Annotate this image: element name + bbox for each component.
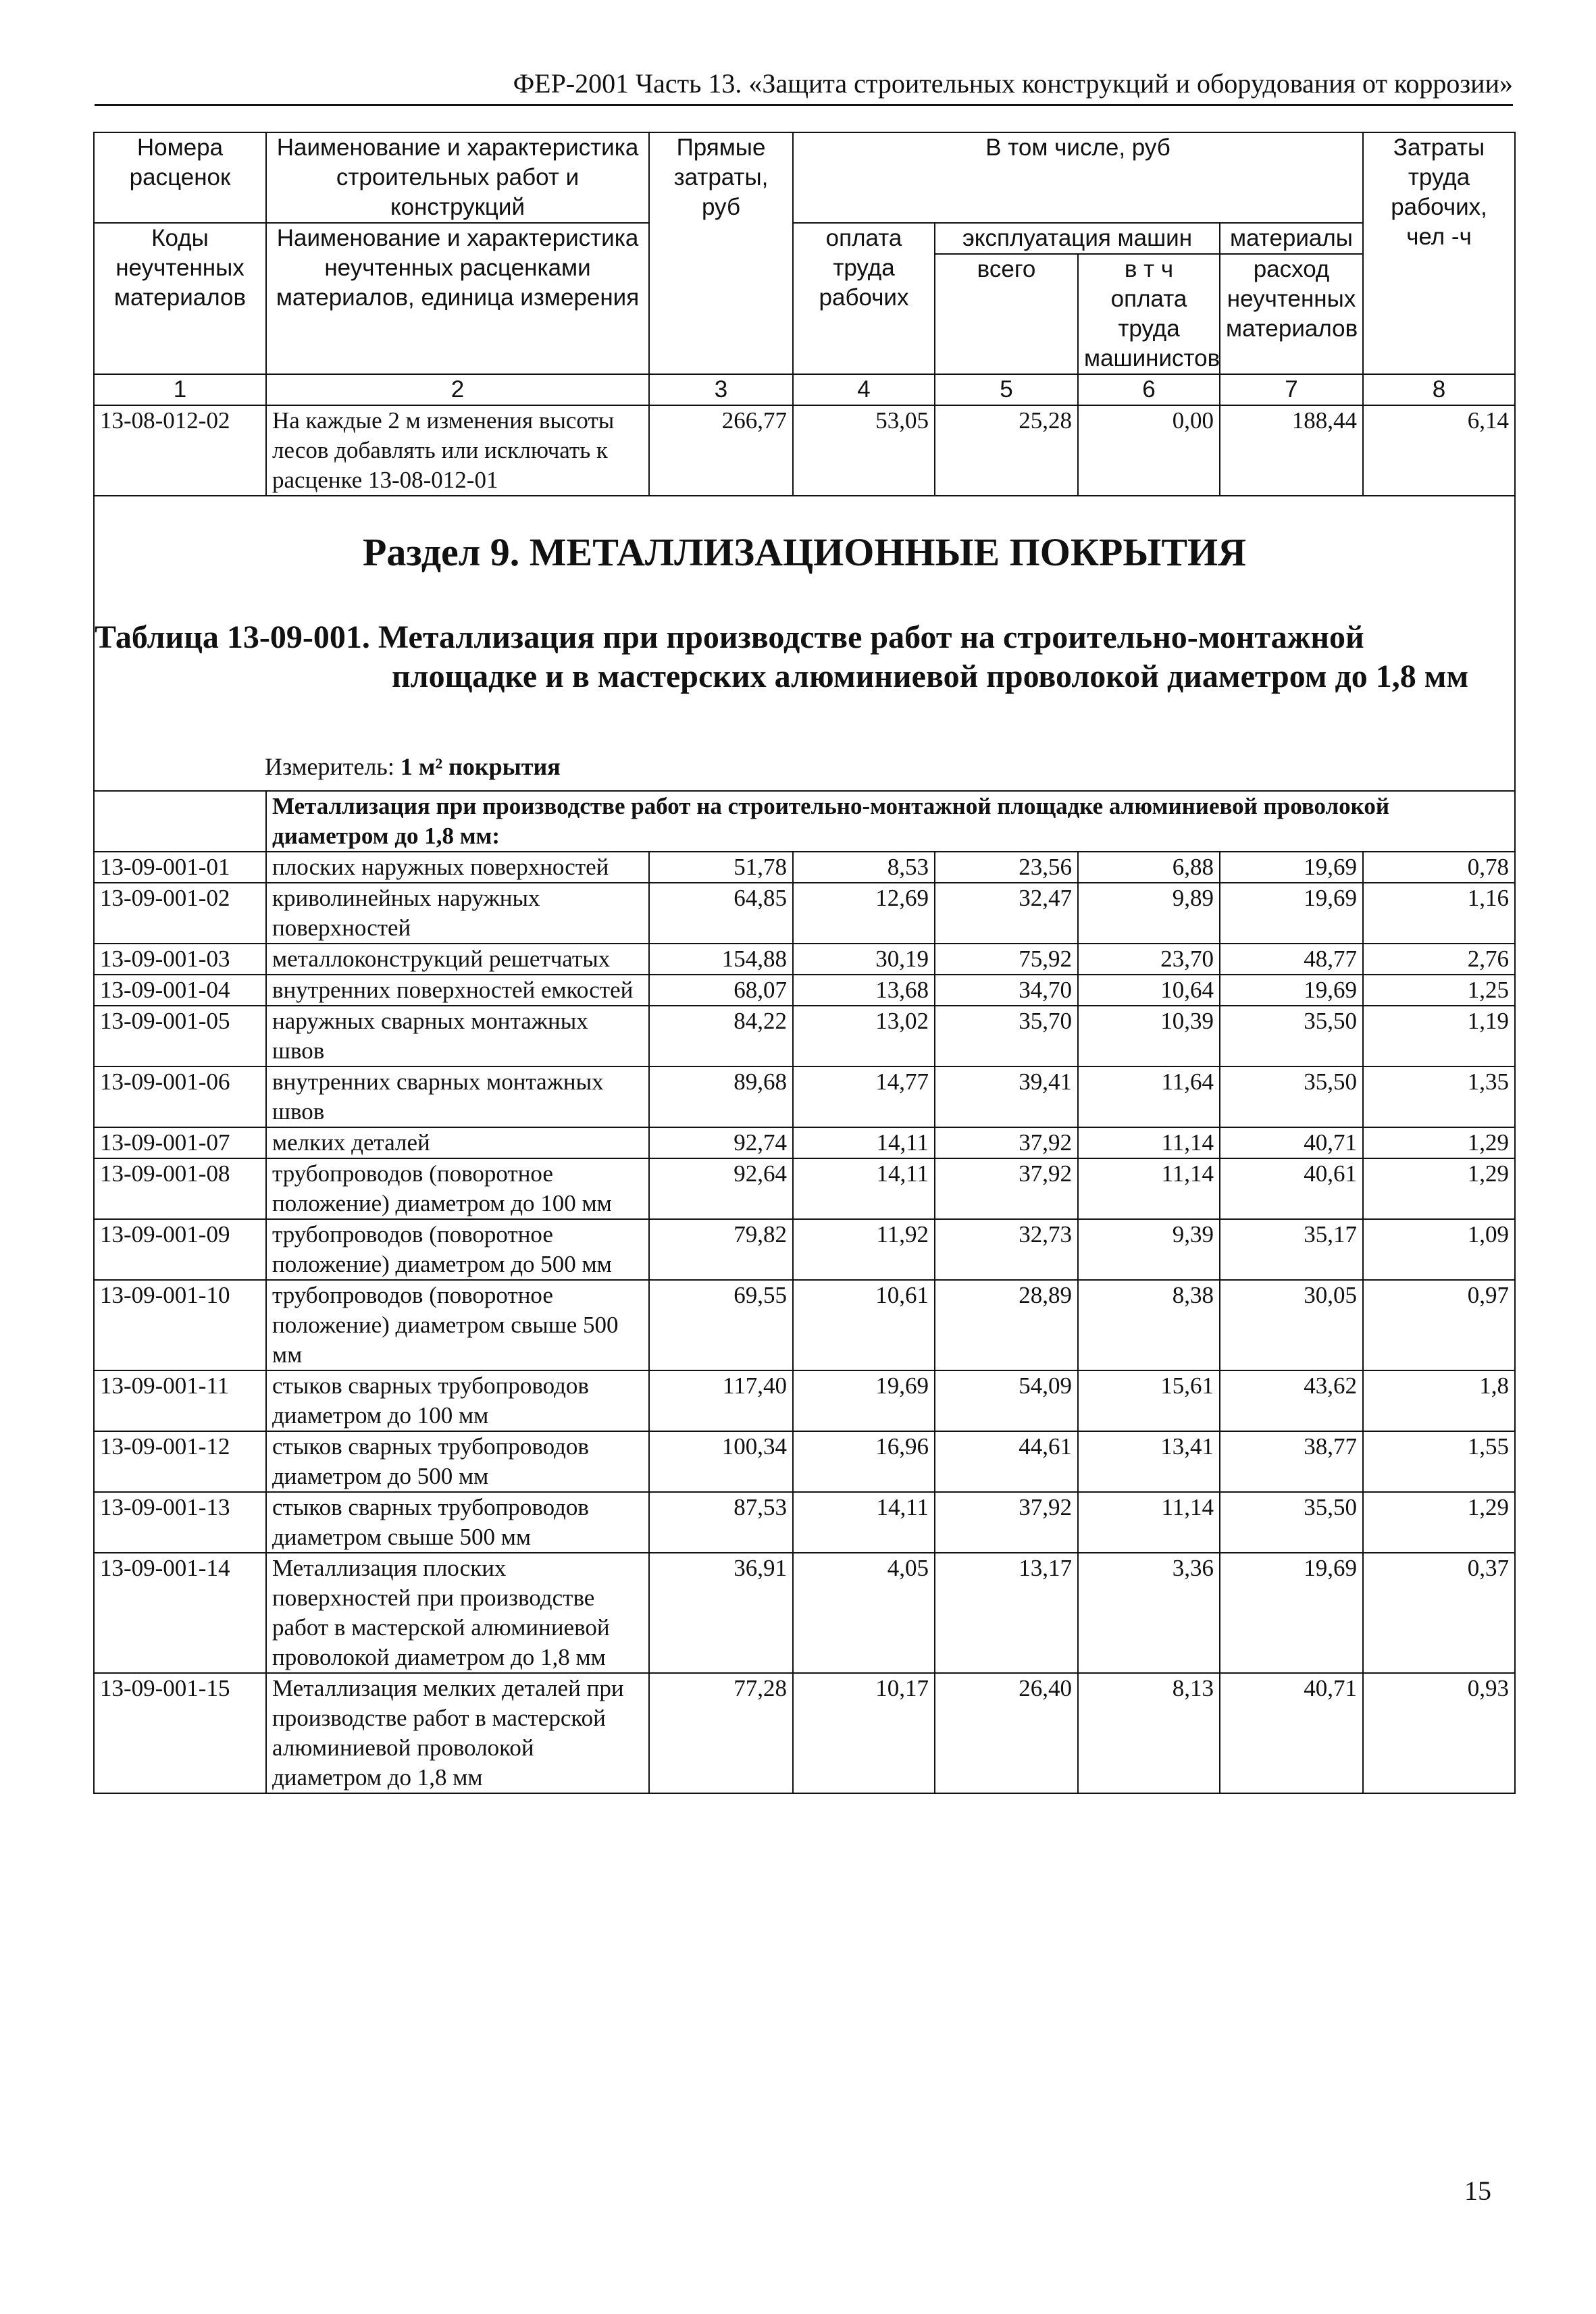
row-value: 19,69 [1220, 1553, 1363, 1673]
row-code: 13-09-001-08 [94, 1158, 266, 1219]
row-value: 35,17 [1220, 1219, 1363, 1280]
row-value: 154,88 [649, 944, 793, 975]
row-value: 19,69 [1220, 883, 1363, 944]
row-name: внутренних сварных монтажных швов [266, 1066, 649, 1127]
row-value: 87,53 [649, 1492, 793, 1553]
row-value: 11,92 [793, 1219, 935, 1280]
col-code-bottom: Коды неучтенных материалов [94, 223, 266, 374]
row-value: 14,11 [793, 1127, 935, 1158]
row-value: 0,00 [1078, 405, 1220, 496]
row-code: 13-08-012-02 [94, 405, 266, 496]
table-row [94, 1492, 1515, 1553]
row-value: 38,77 [1220, 1431, 1363, 1492]
row-code: 13-09-001-12 [94, 1431, 266, 1492]
row-value: 1,16 [1363, 883, 1515, 944]
row-value: 6,14 [1363, 405, 1515, 496]
col-direct: Прямые затраты, руб [649, 132, 793, 374]
row-value: 13,17 [935, 1553, 1078, 1673]
row-value: 13,02 [793, 1006, 935, 1066]
row-value: 35,50 [1220, 1006, 1363, 1066]
row-value: 14,11 [793, 1158, 935, 1219]
row-value: 4,05 [793, 1553, 935, 1673]
row-value: 28,89 [935, 1280, 1078, 1370]
page-number: 15 [1464, 2176, 1491, 2206]
row-value: 36,91 [649, 1553, 793, 1673]
row-value: 6,88 [1078, 852, 1220, 883]
row-value: 19,69 [793, 1370, 935, 1431]
col-machines: эксплуатация машин [935, 223, 1220, 254]
row-value: 54,09 [935, 1370, 1078, 1431]
col-number: 1 [94, 374, 266, 405]
row-value: 37,92 [935, 1127, 1078, 1158]
col-materials-use: расход неучтенных материалов [1220, 254, 1363, 374]
row-name: металлоконструкций решетчатых [266, 944, 649, 975]
row-value: 26,40 [935, 1673, 1078, 1793]
row-name: Металлизация мелких деталей при производстве работ в мастерской алюминиевой проволокой диаметром до 1,8 мм [266, 1673, 649, 1793]
row-value: 0,97 [1363, 1280, 1515, 1370]
row-value: 1,09 [1363, 1219, 1515, 1280]
row-value: 69,55 [649, 1280, 793, 1370]
row-name: На каждые 2 м изменения высоты лесов добавлять или исключать к расценке 13-08-012-01 [266, 405, 649, 496]
row-value: 13,41 [1078, 1431, 1220, 1492]
table-row [94, 1066, 1515, 1127]
table-row [94, 1006, 1515, 1066]
row-name: Металлизация плоских поверхностей при производстве работ в мастерской алюминиевой проволокой диаметром до 1,8 мм [266, 1553, 649, 1673]
row-value: 2,76 [1363, 944, 1515, 975]
row-value: 1,29 [1363, 1127, 1515, 1158]
col-machines-total: всего [935, 254, 1078, 374]
row-value: 10,17 [793, 1673, 935, 1793]
row-value: 89,68 [649, 1066, 793, 1127]
row-value: 1,35 [1363, 1066, 1515, 1127]
row-value: 11,14 [1078, 1127, 1220, 1158]
row-value: 51,78 [649, 852, 793, 883]
row-name: мелких деталей [266, 1127, 649, 1158]
row-value: 0,37 [1363, 1553, 1515, 1673]
row-value: 3,36 [1078, 1553, 1220, 1673]
row-name: стыков сварных трубопроводов диаметром до 500 мм [266, 1431, 649, 1492]
col-wages: оплата труда рабочих [793, 223, 935, 374]
col-number: 6 [1078, 374, 1220, 405]
row-value: 10,61 [793, 1280, 935, 1370]
row-value: 35,70 [935, 1006, 1078, 1066]
row-value: 40,71 [1220, 1673, 1363, 1793]
col-materials: материалы [1220, 223, 1363, 254]
row-code: 13-09-001-06 [94, 1066, 266, 1127]
col-name-bottom: Наименование и характеристика неучтенных расценками материалов, единица измерения [266, 223, 649, 374]
row-value: 37,92 [935, 1158, 1078, 1219]
row-value: 25,28 [935, 405, 1078, 496]
row-value: 117,40 [649, 1370, 793, 1431]
row-value: 39,41 [935, 1066, 1078, 1127]
row-value: 1,29 [1363, 1492, 1515, 1553]
column-numbers [94, 374, 1515, 405]
page-header: ФЕР-2001 Часть 13. «Защита строительных конструкций и оборудования от коррозии» [95, 68, 1513, 106]
row-name: стыков сварных трубопроводов диаметром до 100 мм [266, 1370, 649, 1431]
row-code: 13-09-001-02 [94, 883, 266, 944]
col-machines-wages: в т ч оплата труда машинистов [1078, 254, 1220, 374]
row-value: 19,69 [1220, 975, 1363, 1006]
table-row [94, 1431, 1515, 1492]
table-row [94, 1370, 1515, 1431]
col-number: 5 [935, 374, 1078, 405]
rates-table [93, 132, 1516, 1794]
measure-line [265, 752, 561, 781]
row-name: внутренних поверхностей емкостей [266, 975, 649, 1006]
table-row [94, 852, 1515, 883]
row-code: 13-09-001-04 [94, 975, 266, 1006]
row-name: криволинейных наружных поверхностей [266, 883, 649, 944]
row-value: 19,69 [1220, 852, 1363, 883]
row-value: 44,61 [935, 1431, 1078, 1492]
col-number: 7 [1220, 374, 1363, 405]
row-code: 13-09-001-09 [94, 1219, 266, 1280]
section-title: Раздел 9. МЕТАЛЛИЗАЦИОННЫЕ ПОКРЫТИЯ [363, 530, 1247, 574]
table-row [94, 944, 1515, 975]
table-row [94, 1553, 1515, 1673]
row-value: 32,47 [935, 883, 1078, 944]
row-name: наружных сварных монтажных швов [266, 1006, 649, 1066]
row-value: 32,73 [935, 1219, 1078, 1280]
table-row [94, 405, 1515, 496]
row-name: стыков сварных трубопроводов диаметром свыше 500 мм [266, 1492, 649, 1553]
row-value: 9,39 [1078, 1219, 1220, 1280]
col-number: 4 [793, 374, 935, 405]
row-code: 13-09-001-05 [94, 1006, 266, 1066]
row-code: 13-09-001-07 [94, 1127, 266, 1158]
row-value: 10,64 [1078, 975, 1220, 1006]
row-value: 23,70 [1078, 944, 1220, 975]
row-code: 13-09-001-01 [94, 852, 266, 883]
row-code: 13-09-001-03 [94, 944, 266, 975]
row-value: 1,19 [1363, 1006, 1515, 1066]
table-row [94, 1280, 1515, 1370]
table-row [94, 1673, 1515, 1793]
col-number: 3 [649, 374, 793, 405]
col-incl: В том числе, руб [793, 132, 1363, 223]
row-name: плоских наружных поверхностей [266, 852, 649, 883]
row-value: 48,77 [1220, 944, 1363, 975]
table-title: Таблица 13-09-001. Металлизация при производстве работ на строительно-монтажной [95, 619, 1364, 655]
row-value: 43,62 [1220, 1370, 1363, 1431]
row-value: 15,61 [1078, 1370, 1220, 1431]
row-name: трубопроводов (поворотное положение) диаметром до 500 мм [266, 1219, 649, 1280]
row-value: 12,69 [793, 883, 935, 944]
row-value: 37,92 [935, 1492, 1078, 1553]
row-value: 1,8 [1363, 1370, 1515, 1431]
table-row [94, 1127, 1515, 1158]
row-value: 10,39 [1078, 1006, 1220, 1066]
row-value: 11,14 [1078, 1158, 1220, 1219]
row-value: 9,89 [1078, 883, 1220, 944]
table-row [94, 1158, 1515, 1219]
row-value: 11,14 [1078, 1492, 1220, 1553]
row-value: 34,70 [935, 975, 1078, 1006]
col-number: 8 [1363, 374, 1515, 405]
row-value: 35,50 [1220, 1066, 1363, 1127]
row-value: 40,71 [1220, 1127, 1363, 1158]
row-value: 0,78 [1363, 852, 1515, 883]
row-code: 13-09-001-11 [94, 1370, 266, 1431]
row-value: 1,25 [1363, 975, 1515, 1006]
group-title: Металлизация при производстве работ на строительно-монтажной площадке алюминиевой проволокой диаметром до 1,8 мм: [266, 791, 1515, 852]
row-value: 13,68 [793, 975, 935, 1006]
measure-value: 1 м² покрытия [400, 753, 561, 780]
row-value: 266,77 [649, 405, 793, 496]
row-value: 92,74 [649, 1127, 793, 1158]
row-value: 16,96 [793, 1431, 935, 1492]
row-value: 100,34 [649, 1431, 793, 1492]
row-value: 14,11 [793, 1492, 935, 1553]
row-value: 8,38 [1078, 1280, 1220, 1370]
col-labor: Затраты труда рабочих, чел -ч [1363, 132, 1515, 374]
row-code: 13-09-001-14 [94, 1553, 266, 1673]
measure-label: Измеритель: [265, 753, 394, 780]
row-value: 11,64 [1078, 1066, 1220, 1127]
row-value: 30,19 [793, 944, 935, 975]
row-value: 40,61 [1220, 1158, 1363, 1219]
table-title-continued: площадке и в мастерских алюминиевой проволокой диаметром до 1,8 мм [392, 659, 1469, 694]
col-name-top: Наименование и характеристика строительных работ и конструкций [266, 132, 649, 223]
row-value: 79,82 [649, 1219, 793, 1280]
row-value: 8,13 [1078, 1673, 1220, 1793]
table-row [94, 1219, 1515, 1280]
row-value: 8,53 [793, 852, 935, 883]
row-value: 1,29 [1363, 1158, 1515, 1219]
row-value: 64,85 [649, 883, 793, 944]
row-value: 188,44 [1220, 405, 1363, 496]
table-row [94, 883, 1515, 944]
row-value: 77,28 [649, 1673, 793, 1793]
row-value: 1,55 [1363, 1431, 1515, 1492]
row-value: 53,05 [793, 405, 935, 496]
row-value: 30,05 [1220, 1280, 1363, 1370]
row-value: 14,77 [793, 1066, 935, 1127]
col-code-top: Номера расценок [94, 132, 266, 223]
row-name: трубопроводов (поворотное положение) диаметром свыше 500 мм [266, 1280, 649, 1370]
row-value: 92,64 [649, 1158, 793, 1219]
col-number: 2 [266, 374, 649, 405]
row-code: 13-09-001-15 [94, 1673, 266, 1793]
row-code: 13-09-001-10 [94, 1280, 266, 1370]
table-row [94, 975, 1515, 1006]
row-value: 35,50 [1220, 1492, 1363, 1553]
section-block [94, 496, 1515, 791]
row-code: 13-09-001-13 [94, 1492, 266, 1553]
row-name: трубопроводов (поворотное положение) диаметром до 100 мм [266, 1158, 649, 1219]
row-value: 23,56 [935, 852, 1078, 883]
row-value: 75,92 [935, 944, 1078, 975]
row-value: 68,07 [649, 975, 793, 1006]
row-value: 84,22 [649, 1006, 793, 1066]
row-value: 0,93 [1363, 1673, 1515, 1793]
